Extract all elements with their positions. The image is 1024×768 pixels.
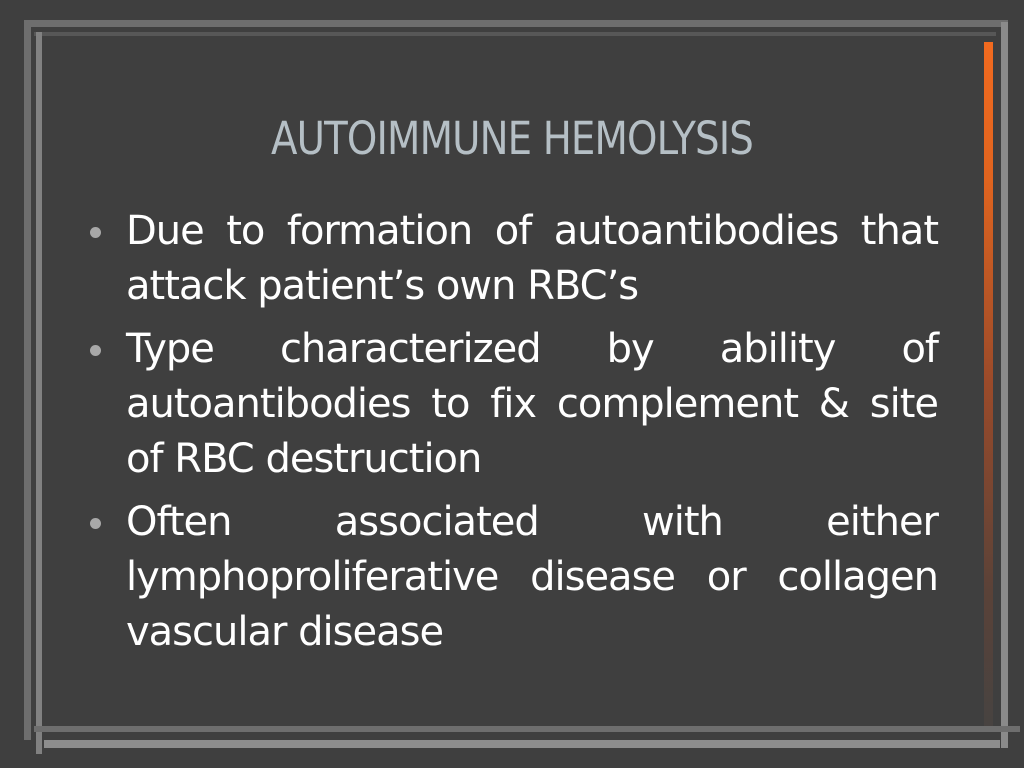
bullet-dot-icon	[90, 518, 101, 529]
frame-left-inner-bar	[36, 32, 42, 754]
bullet-list	[84, 204, 938, 668]
frame-bottom-bar	[44, 740, 1000, 748]
frame-top-bar	[24, 20, 1008, 27]
frame-top-inner-bar	[34, 32, 996, 36]
accent-orange-bar	[984, 42, 993, 728]
frame-bottom-inner-bar	[34, 726, 1020, 732]
bullet-item	[84, 322, 938, 487]
frame-right-bar	[1001, 22, 1008, 748]
bullet-dot-icon	[90, 345, 101, 356]
bullet-text: Due to formation of autoantibodies that attack patient’s own RBC’s	[126, 208, 938, 309]
frame-left-bar	[24, 20, 31, 740]
bullet-item	[84, 204, 938, 314]
bullet-dot-icon	[90, 227, 101, 238]
bullet-item	[84, 495, 938, 660]
bullet-text: Often associated with either lymphoproliferative disease or collagen vascular disease	[126, 499, 938, 655]
bullet-text: Type characterized by ability of autoantibodies to fix complement & site of RBC destruction	[126, 326, 938, 482]
slide-title: AUTOIMMUNE HEMOLYSIS	[271, 112, 753, 165]
